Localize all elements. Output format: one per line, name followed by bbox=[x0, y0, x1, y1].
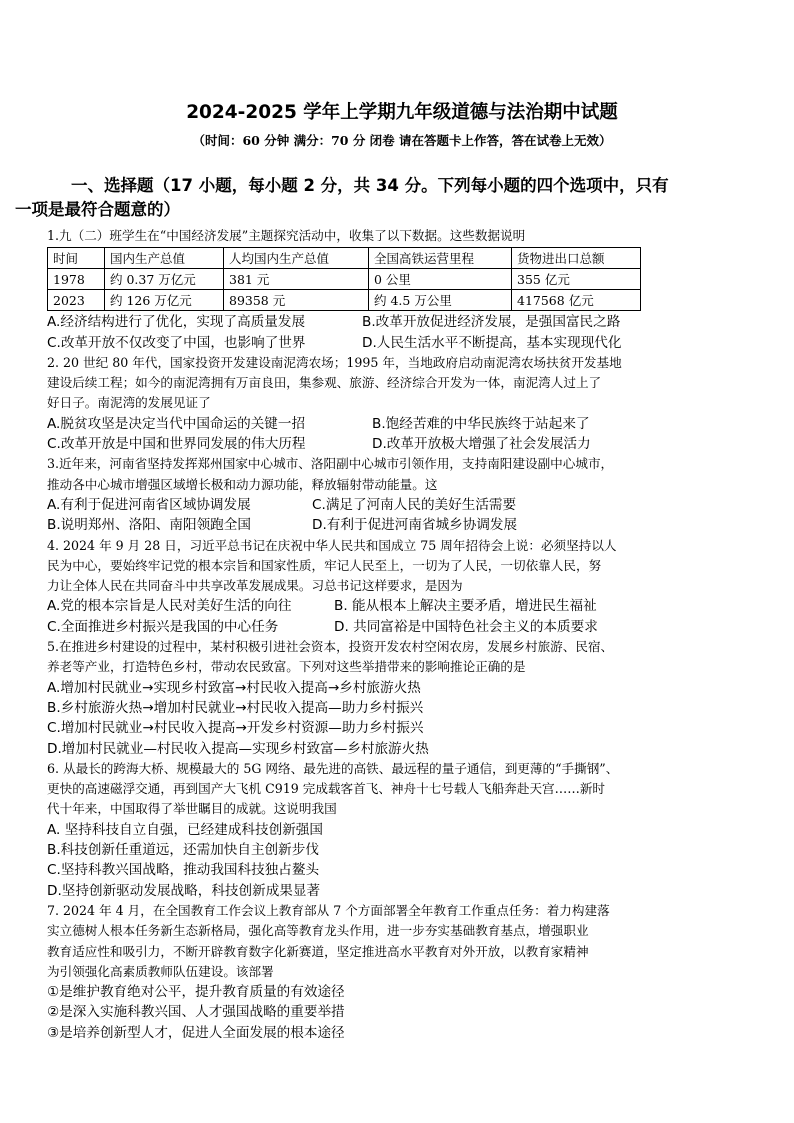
option-a: A. 坚持科技自立自强，已经建成科技创新强国 bbox=[47, 821, 323, 838]
question-3-stem-line: 3.近年来，河南省坚持发挥郑州国家中心城市、洛阳副中心城市引领作用，支持南阳建设副中心城市， bbox=[47, 456, 614, 472]
question-1 bbox=[47, 226, 757, 353]
question-6-stem-line: 6. 从最长的跨海大桥、规模最大的 5G 网络、最先进的高铁、最远程的量子通信，到更薄的“手撕钢”、 bbox=[47, 760, 619, 776]
table-cell: 1978 bbox=[48, 269, 105, 290]
options-row bbox=[47, 617, 757, 637]
option-c: C.改革开放是中国和世界同发展的伟大历程 bbox=[47, 436, 306, 453]
question-4 bbox=[47, 536, 757, 637]
exam-title: 2024-2025 学年上学期九年级道德与法治期中试题 bbox=[186, 102, 618, 123]
option-b: B.说明郑州、洛阳、南阳领跑全国 bbox=[47, 517, 251, 534]
question-7-stem-line: 为引领强化高素质教师队伍建设。该部署 bbox=[47, 963, 274, 979]
question-2-stem-line: 建设后续工程；如今的南泥湾拥有万亩良田，集参观、旅游、经济综合开发为一体，南泥湾人过上了 bbox=[47, 375, 602, 391]
question-2-stem-line: 好日子。南泥湾的发展见证了 bbox=[47, 395, 211, 411]
question-3-stem-line: 推动各中心城市增强区域增长极和动力源功能，释放辐射带动能量。这 bbox=[47, 476, 438, 492]
question-7-stem-line: 7. 2024 年 4 月，在全国教育工作会议上教育部从 7 个方面部署全年教育工作重点任务：着力构建落 bbox=[47, 902, 610, 918]
table-row bbox=[48, 269, 641, 290]
table-cell: 417568 亿元 bbox=[512, 290, 641, 311]
table-cell: 约 4.5 万公里 bbox=[369, 290, 512, 311]
table-row bbox=[48, 290, 641, 311]
table-header-cell: 国内生产总值 bbox=[105, 248, 224, 269]
statement-item: ②是深入实施科教兴国、人才强国战略的重要举措 bbox=[47, 1004, 345, 1021]
question-7 bbox=[47, 901, 757, 1043]
question-5 bbox=[47, 637, 757, 759]
table-cell: 约 0.37 万亿元 bbox=[105, 269, 224, 290]
option-b: B.乡村旅游火热→增加村民就业→村民收入提高—助力乡村振兴 bbox=[47, 699, 424, 716]
question-6-stem-line: 更快的高速磁浮交通，再到国产大飞机 C919 完成载客首飞、神舟十七号载人飞船奔赴天宫……新时 bbox=[47, 781, 606, 797]
section-heading-line1: 一、选择题（17 小题，每小题 2 分，共 34 分。下列每小题的四个选项中，只有 bbox=[71, 176, 669, 195]
option-d: D.增加村民就业—村民收入提高—实现乡村致富—乡村旅游火热 bbox=[47, 740, 429, 757]
section-heading bbox=[15, 174, 757, 222]
table-header-cell: 货物进出口总额 bbox=[512, 248, 641, 269]
option-d: D.坚持创新驱动发展战略，科技创新成果显著 bbox=[47, 882, 321, 899]
question-6-stem-line: 代十年来，中国取得了举世瞩目的成就。这说明我国 bbox=[47, 801, 337, 817]
option-b: B.改革开放促进经济发展，是强国富民之路 bbox=[362, 314, 621, 331]
exam-subtitle: （时间：60 分钟 满分：70 分 闭卷 请在答题卡上作答，答在试卷上无效） bbox=[192, 133, 612, 148]
question-6 bbox=[47, 759, 757, 901]
question-4-stem-line: 4. 2024 年 9 月 28 日，习近平总书记在庆祝中华人民共和国成立 75 周年招待会上说：必须坚持以人 bbox=[47, 537, 617, 553]
statement-item: ③是培养创新型人才，促进人全面发展的根本途径 bbox=[47, 1024, 345, 1041]
option-a: A.脱贫攻坚是决定当代中国命运的关键一招 bbox=[47, 415, 306, 432]
table-header-cell: 时间 bbox=[48, 248, 105, 269]
table-cell: 89358 元 bbox=[224, 290, 369, 311]
option-d: D.有利于促进河南省城乡协调发展 bbox=[312, 517, 518, 534]
options-row bbox=[47, 495, 757, 515]
table-cell: 0 公里 bbox=[369, 269, 512, 290]
option-c: C.满足了河南人民的美好生活需要 bbox=[312, 496, 517, 513]
option-a: A.党的根本宗旨是人民对美好生活的向往 bbox=[47, 598, 292, 615]
table-cell: 355 亿元 bbox=[512, 269, 641, 290]
question-4-stem-line: 民为中心，要始终牢记党的根本宗旨和国家性质，牢记人民至上，一切为了人民，一切依靠人民，努 bbox=[47, 557, 602, 573]
option-b: B. 能从根本上解决主要矛盾，增进民生福祉 bbox=[334, 598, 597, 615]
options-row bbox=[47, 312, 757, 332]
option-c: C.全面推进乡村振兴是我国的中心任务 bbox=[47, 618, 279, 635]
section-heading-line2: 一项是最符合题意的） bbox=[15, 200, 180, 219]
data-table bbox=[47, 247, 641, 311]
option-b: B.科技创新任重道远，还需加快自主创新步伐 bbox=[47, 842, 319, 859]
question-5-stem-line: 养老等产业，打造特色乡村，带动农民致富。下列对这些举措带来的影响推论正确的是 bbox=[47, 659, 526, 675]
options-row bbox=[47, 333, 757, 353]
question-4-stem-line: 力让全体人民在共同奋斗中共享改革发展成果。习总书记这样要求，是因为 bbox=[47, 578, 463, 594]
option-d: D. 共同富裕是中国特色社会主义的本质要求 bbox=[334, 618, 598, 635]
question-2 bbox=[47, 353, 757, 454]
statement-item: ①是维护教育绝对公平，提升教育质量的有效途径 bbox=[47, 984, 345, 1001]
question-1-stem: 1.九（二）班学生在“中国经济发展”主题探究活动中，收集了以下数据。这些数据说明 bbox=[47, 228, 526, 243]
table-cell: 2023 bbox=[48, 290, 105, 311]
option-a: A.增加村民就业→实现乡村致富→村民收入提高→乡村旅游火热 bbox=[47, 679, 421, 696]
table-header-row bbox=[48, 248, 641, 269]
option-a: A.经济结构进行了优化，实现了高质量发展 bbox=[47, 314, 306, 331]
table-header-cell: 全国高铁运营里程 bbox=[369, 248, 512, 269]
question-7-stem-line: 教育适应性和吸引力，不断开辟教育数字化新赛道，坚定推进高水平教育对外开放，以教育家精神 bbox=[47, 943, 589, 959]
option-b: B.饱经苦难的中华民族终于站起来了 bbox=[372, 415, 590, 432]
option-d: D.人民生活水平不断提高，基本实现现代化 bbox=[362, 334, 622, 351]
table-cell: 约 126 万亿元 bbox=[105, 290, 224, 311]
table-header-cell: 人均国内生产总值 bbox=[224, 248, 369, 269]
option-c: C.坚持科教兴国战略，推动我国科技独占鳌头 bbox=[47, 862, 320, 879]
question-3 bbox=[47, 454, 757, 535]
table-cell: 381 元 bbox=[224, 269, 369, 290]
question-7-stem-line: 实立德树人根本任务新生态新格局，强化高等教育龙头作用，进一步夯实基础教育基点，增强职业 bbox=[47, 923, 589, 939]
options-row bbox=[47, 414, 757, 434]
option-c: C.增加村民就业→村民收入提高→开发乡村资源—助力乡村振兴 bbox=[47, 720, 424, 737]
exam-page bbox=[15, 100, 757, 1043]
question-2-stem-line: 2. 20 世纪 80 年代，国家投资开发建设南泥湾农场；1995 年，当地政府启动南泥湾农场扶贫开发基地 bbox=[47, 354, 622, 370]
option-c: C.改革开放不仅改变了中国，也影响了世界 bbox=[47, 334, 306, 351]
question-5-stem-line: 5.在推进乡村建设的过程中，某村积极引进社会资本，投资开发农村空闲农房，发展乡村旅游、民宿、 bbox=[47, 639, 614, 655]
options-row bbox=[47, 434, 757, 454]
options-row bbox=[47, 515, 757, 535]
option-d: D.改革开放极大增强了社会发展活力 bbox=[372, 436, 591, 453]
option-a: A.有利于促进河南省区域协调发展 bbox=[47, 496, 251, 513]
options-row bbox=[47, 596, 757, 616]
